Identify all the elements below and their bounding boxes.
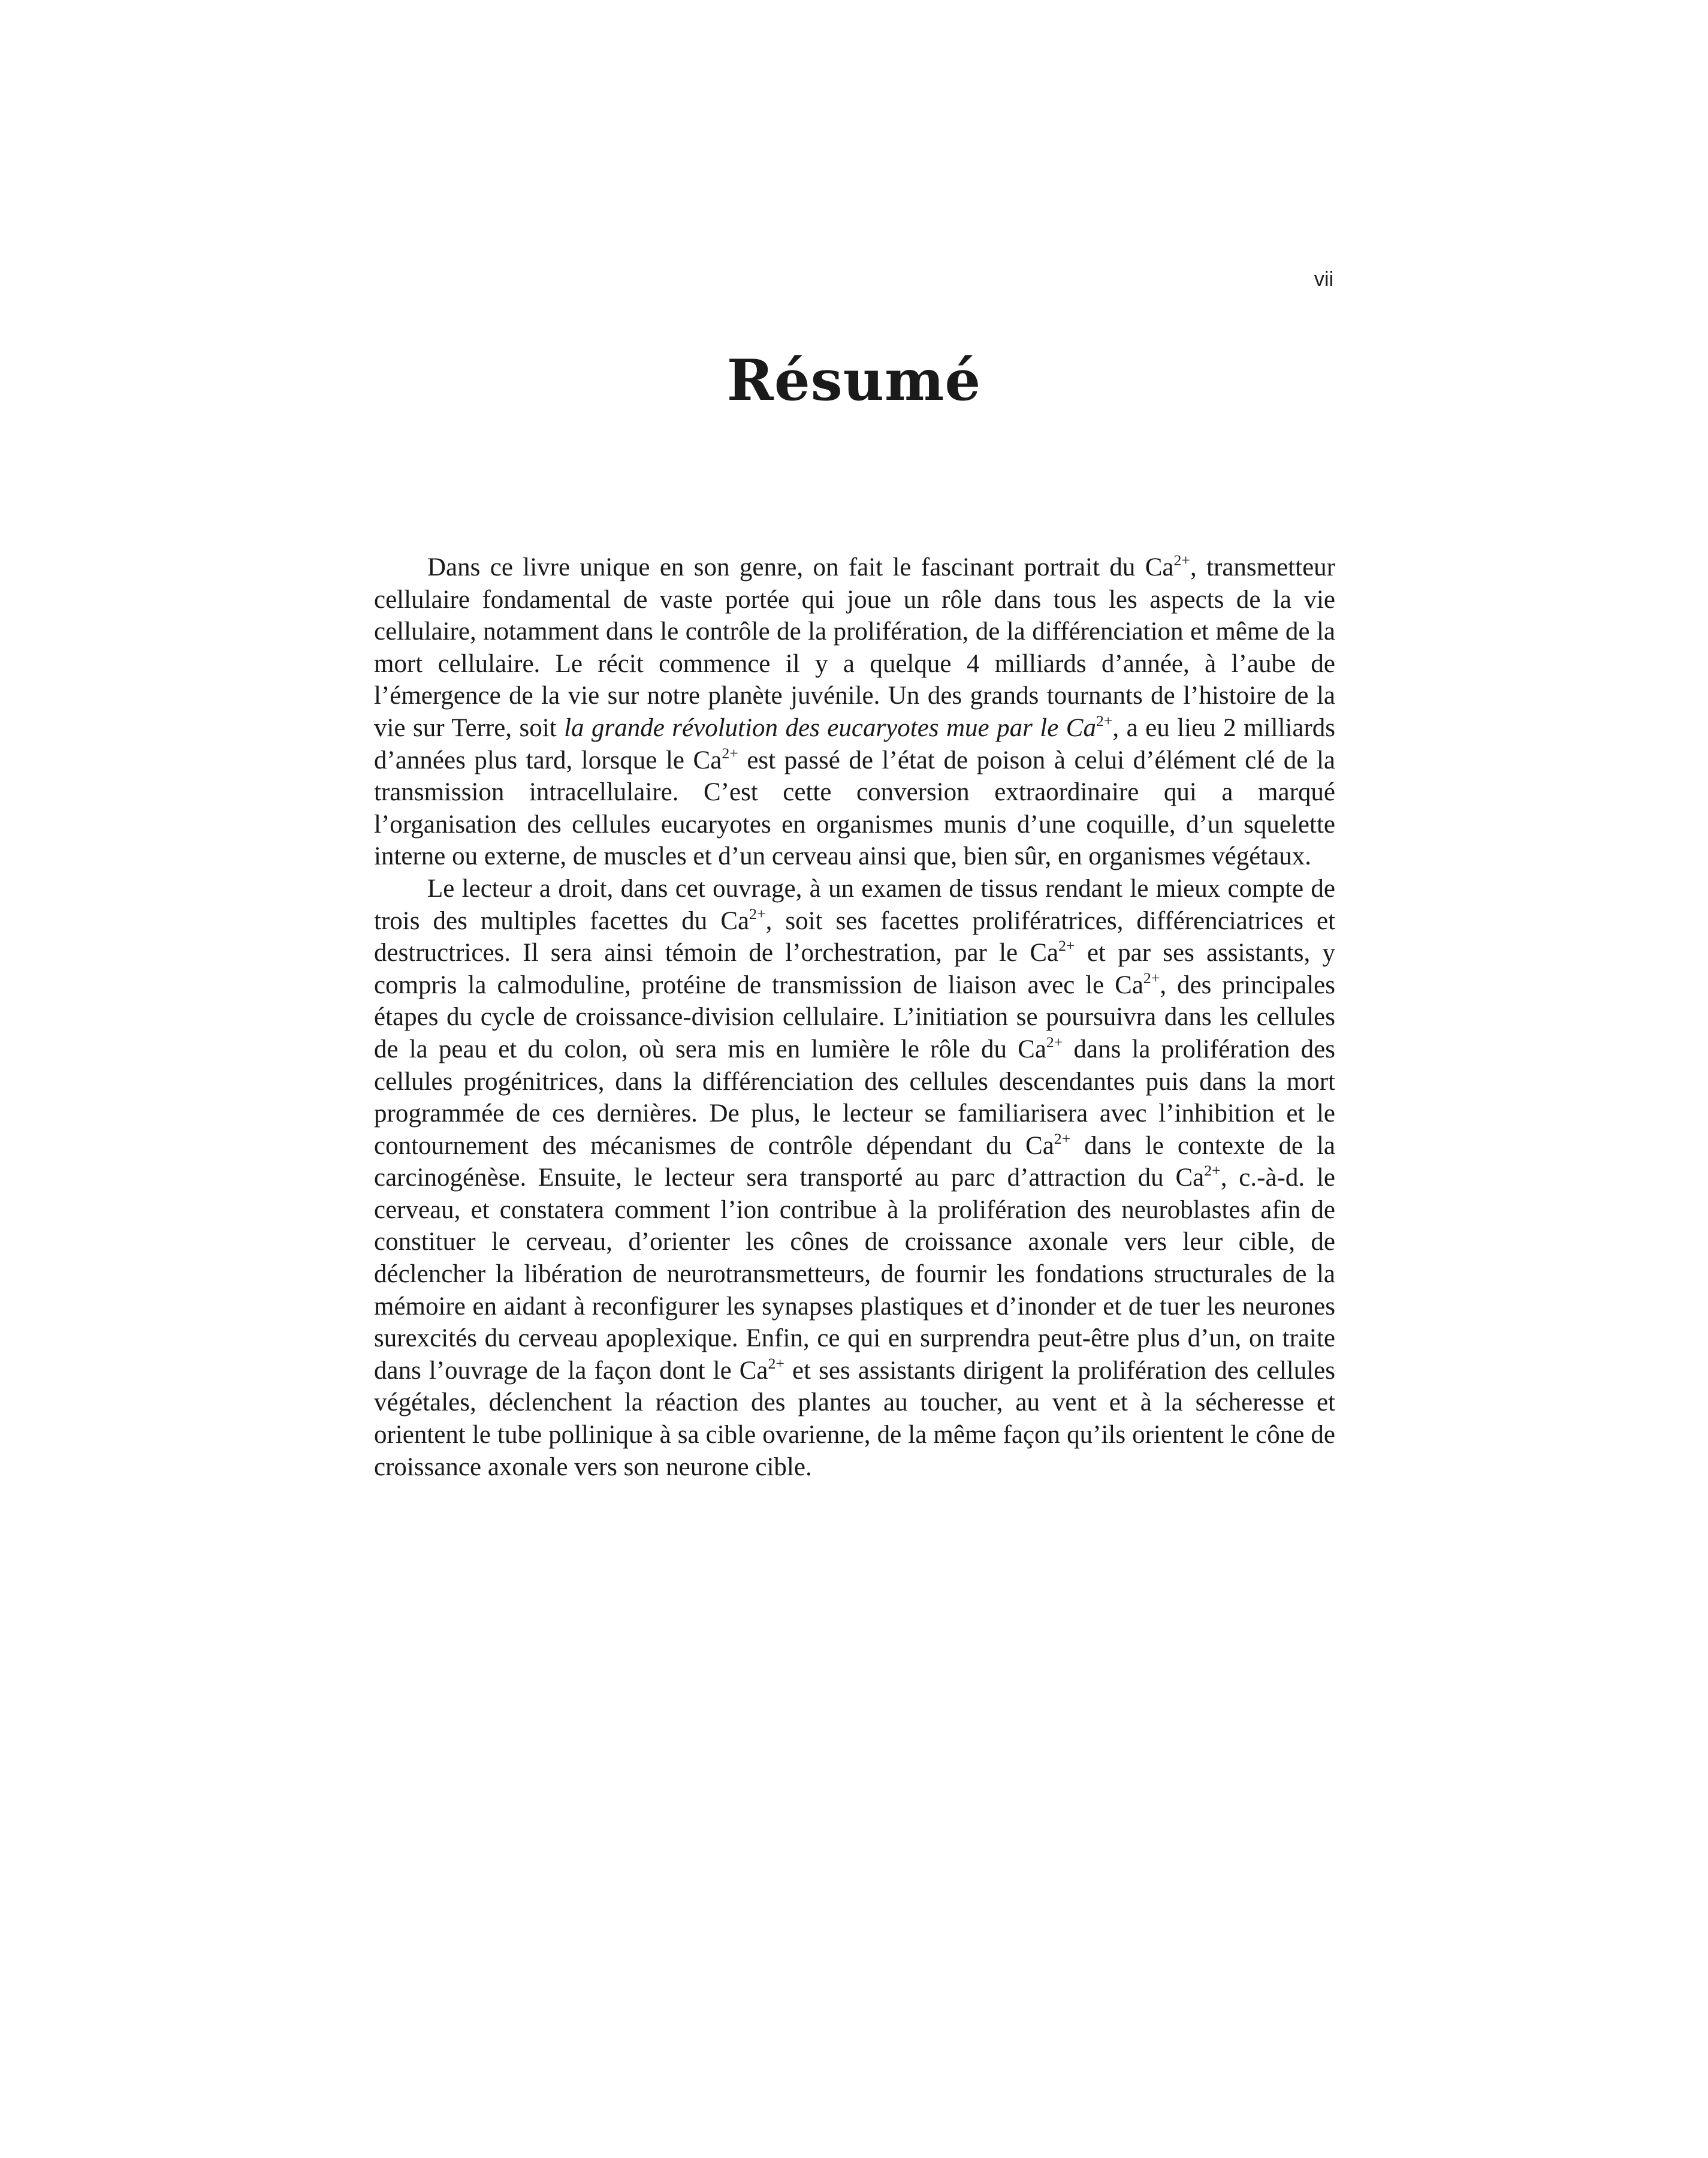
superscript: 2+: [1173, 551, 1190, 569]
superscript: 2+: [1046, 1033, 1063, 1051]
superscript: 2+: [1143, 969, 1160, 987]
italic-run: la grande révolution des eucaryotes mue par le Ca: [564, 713, 1096, 742]
text-run: dans le contexte de la carcinogénèse. Ensuite, le lecteur sera transporté au parc d’attraction du Ca: [374, 1131, 1335, 1192]
superscript: 2+: [722, 744, 738, 762]
page-title: Résumé: [726, 348, 982, 414]
text-run: , soit ses facettes prolifératrices, différenciatrices et destructrices. Il sera ainsi témoin de l’orchestration, par le Ca: [374, 906, 1336, 968]
superscript: 2+: [1054, 1129, 1071, 1147]
paragraph: [374, 873, 1335, 1483]
superscript: 2+: [1204, 1162, 1221, 1180]
text-run: et ses assistants dirigent la prolifération des cellules végétales, déclenchent la réaction des plantes au toucher, au vent et à la sécheresse et orientent le tube pollinique à sa cible ovarienne, de la même façon qu’ils orientent le cône de croissance axonale vers son neurone cible.: [374, 1356, 1335, 1481]
text-run: , c.-à-d. le cerveau, et constatera comment l’ion contribue à la prolifération des neuroblastes afin de constituer le cerveau, d’orienter les cônes de croissance axonale vers leur cible, de déclencher la libération de neurotransmetteurs, de fournir les fondations structurales de la mémoire en aidant à reconfigurer les synapses plastiques et d’inonder et de tuer les neurones surexcités du cerveau apoplexique. Enfin, ce qui en surprendra peut-être plus d’un, on traite dans l’ouvrage de la façon dont le Ca: [374, 1164, 1335, 1385]
body-text: [374, 551, 1335, 1483]
text-run: , transmetteur cellulaire fondamental de vaste portée qui joue un rôle dans tous les aspects de la vie cellulaire, notamment dans le contrôle de la prolifération, de la différenciation et même de la mort cellulaire. Le récit commence il y a quelque 4 milliards d’année, à l’aube de l’émergence de la vie sur notre planète juvénile. Un des grands tournants de l’histoire de la vie sur Terre, soit: [374, 553, 1335, 742]
text-run: Le lecteur a droit, dans cet ouvrage, à un examen de tissus rendant le mieux compte de trois des multiples facettes du Ca: [374, 874, 1335, 935]
superscript: 2+: [1096, 712, 1113, 730]
superscript: 2+: [768, 1355, 784, 1373]
text-run: est passé de l’état de poison à celui d’élément clé de la transmission intracellulaire. C’est cette conversion extraordinaire qui a marqué l’organisation des cellules eucaryotes en organismes munis d’une coquille, d’un squelette interne ou externe, de muscles et d’un cerveau ainsi que, bien sûr, en organismes végétaux.: [374, 746, 1335, 871]
text-run: Dans ce livre unique en son genre, on fait le fascinant portrait du Ca: [427, 553, 1174, 581]
superscript: 2+: [749, 905, 766, 923]
text-run: dans la prolifération des cellules progénitrices, dans la différenciation des cellules descendantes puis dans la mort programmée de ces dernières. De plus, le lecteur se familiarisera avec l’inhibition et le contournement des mécanismes de contrôle dépendant du Ca: [374, 1035, 1335, 1160]
page-number: vii: [1314, 268, 1333, 291]
paragraph: [374, 551, 1335, 873]
text-run: et par ses assistants, y compris la calmoduline, protéine de transmission de liaison avec le Ca: [374, 939, 1335, 999]
text-run: , a eu lieu 2 milliards d’années plus tard, lorsque le Ca: [374, 713, 1335, 774]
superscript: 2+: [1058, 937, 1075, 955]
text-run: , des principales étapes du cycle de croissance-division cellulaire. L’initiation se poursuivra dans les cellules de la peau et du colon, où sera mis en lumière le rôle du Ca: [374, 971, 1335, 1063]
